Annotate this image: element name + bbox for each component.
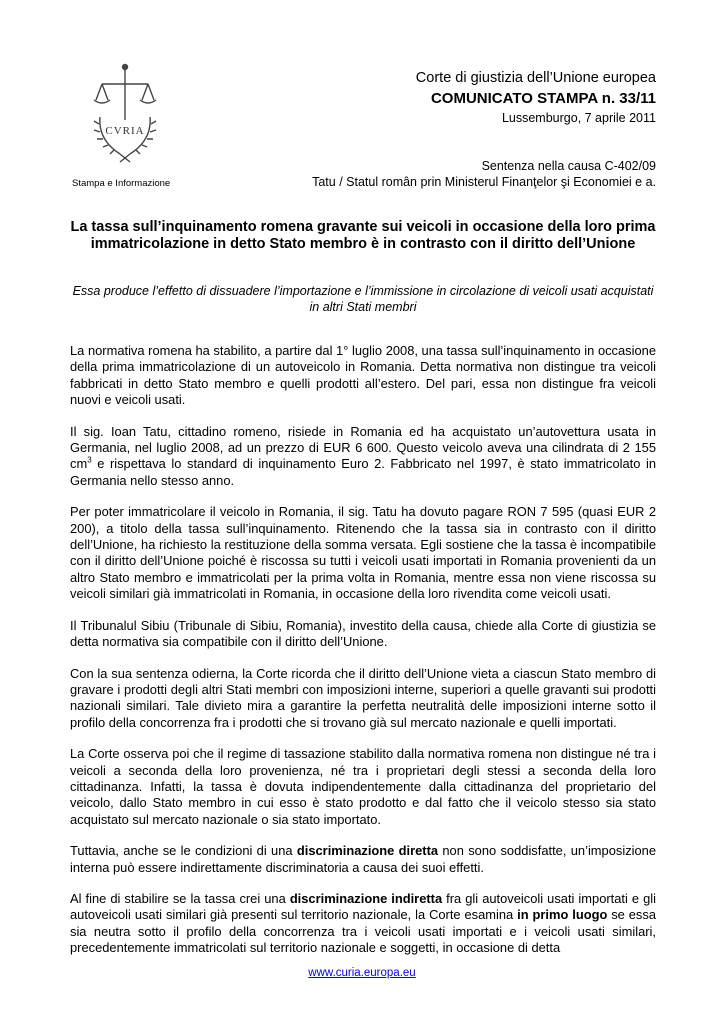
paragraph-7 bbox=[70, 843, 656, 876]
paragraph-8-text-b: fra gli autoveicoli usati importati e gli autoveicoli usati similari già presenti sul territorio nazionale, la Corte esamina bbox=[70, 890, 657, 923]
paragraph-2-text-b: e rispettava lo standard di inquinamento Euro 2. Fabbricato nel 1997, è stato immatricolato in Germania nello stesso anno. bbox=[70, 456, 656, 488]
curia-website-link[interactable]: www.curia.europa.eu bbox=[308, 967, 416, 979]
department-label: Stampa e Informazione bbox=[72, 178, 171, 189]
bold-direct-discrimination: discriminazione diretta bbox=[296, 843, 439, 859]
paragraph-2 bbox=[70, 424, 656, 490]
footer bbox=[0, 967, 724, 979]
case-reference: Sentenza nella causa C-402/09 bbox=[481, 159, 656, 173]
paragraph-6: La Corte osserva poi che il regime di tassazione stabilito dalla normativa romena non distingue né tra i veicoli a seconda della loro provenienza, né tra i proprietari degli stessi a seconda della loro cittadinanza. Infatti, la tassa è dovuta indipendentemente dalla cittadinanza del proprietario del veicolo, dallo Stato membro in cui esso è stato prodotto e dal fatto che il veicolo stesso sia stato acquistato sul mercato nazionale o sia stato importato. bbox=[70, 746, 656, 827]
paragraph-8-text-c: se essa sia neutra sotto il profilo della concorrenza tra i veicoli usati importati e i veicoli usati similari, precedentemente immatricolati sul territorio nazionale e soggetti, in occasione di detta bbox=[70, 907, 656, 956]
bold-first-place: in primo luogo bbox=[517, 907, 608, 923]
press-release-number: COMUNICATO STAMPA n. 33/11 bbox=[430, 90, 656, 107]
paragraph-1: La normativa romena ha stabilito, a partire dal 1° luglio 2008, una tassa sull’inquinamento in occasione della prima immatricolazione di un autoveicolo in Romania. Detta normativa non distingue tra veicoli fabbricati in detto Stato membro e quelli prodotti all’estero. Del pari, essa non distingue fra veicoli nuovi e veicoli usati. bbox=[70, 343, 656, 408]
paragraph-2-text-a: Il sig. Ioan Tatu, cittadino romeno, risiede in Romania ed ha acquistato un’autovettura usata in Germania, nel luglio 2008, ad un prezzo di EUR 6 600. Questo veicolo aveva una cilindrata di 2 155 cm bbox=[70, 423, 656, 472]
paragraph-3: Per poter immatricolare il veicolo in Romania, il sig. Tatu ha dovuto pagare RON 7 595 (quasi EUR 2 200), a titolo della tassa sull’inquinamento. Ritenendo che la tassa sia in contrasto con il diritto dell’Unione, ha richiesto la restituzione della somma versata. Egli sostiene che la tassa è incompatibile con il diritto dell’Unione poiché è riscossa su tutti i veicoli usati importati in Romania provenienti da un altro Stato membro e immatricolati per la prima volta in Romania, mentre essa non viene riscossa su veicoli similari già immatricolati in Romania, in occasione della loro rivendita come veicoli usati. bbox=[70, 504, 656, 602]
bold-indirect-discrimination: discriminazione indiretta bbox=[289, 890, 443, 906]
paragraph-7-text-a: Tuttavia, anche se le condizioni di una bbox=[70, 843, 297, 859]
page-title: La tassa sull’inquinamento romena gravante sui veicoli in occasione della loro prima immatricolazione in detto Stato membro è in contrasto con il diritto dell’Unione bbox=[70, 219, 656, 252]
paragraph-4: Il Tribunalul Sibiu (Tribunale di Sibiu, Romania), investito della causa, chiede alla Corte di giustizia se detta normativa sia compatibile con il diritto dell’Unione. bbox=[70, 617, 656, 650]
court-name: Corte di giustizia dell’Unione europea bbox=[415, 70, 656, 86]
paragraph-5: Con la sua sentenza odierna, la Corte ricorda che il diritto dell’Unione vieta a ciascun Stato membro di gravare i prodotti degli altri Stati membri con imposizioni interne, superiori a quelle gravanti sui prodotti nazionali similari. Tale divieto mira a garantire la perfetta neutralità delle imposizioni interne sotto il profilo della concorrenza fra i prodotti che si trovano già sul mercato nazionale e quelli importati. bbox=[70, 665, 656, 730]
page-subtitle: Essa produce l’effetto di dissuadere l’importazione e l’immissione in circolazione di veicoli usati acquistati in altri Stati membri bbox=[72, 284, 654, 314]
release-date: Lussemburgo, 7 aprile 2011 bbox=[501, 111, 656, 125]
paragraph-7-text-b: non sono soddisfatte, un’imposizione interna può essere indirettamente discriminatoria a causa dei suoi effetti. bbox=[70, 843, 657, 875]
logo-text: CVRIA bbox=[105, 125, 145, 137]
case-parties: Tatu / Statul român prin Ministerul Finanţelor şi Economiei e a. bbox=[312, 175, 656, 189]
curia-logo bbox=[80, 62, 170, 172]
paragraph-8 bbox=[70, 891, 656, 957]
superscript-3: 3 bbox=[87, 456, 92, 466]
document-body bbox=[70, 343, 656, 972]
paragraph-8-text-a: Al fine di stabilire se la tassa crei una bbox=[70, 890, 290, 906]
scales-of-justice-icon bbox=[80, 62, 170, 172]
